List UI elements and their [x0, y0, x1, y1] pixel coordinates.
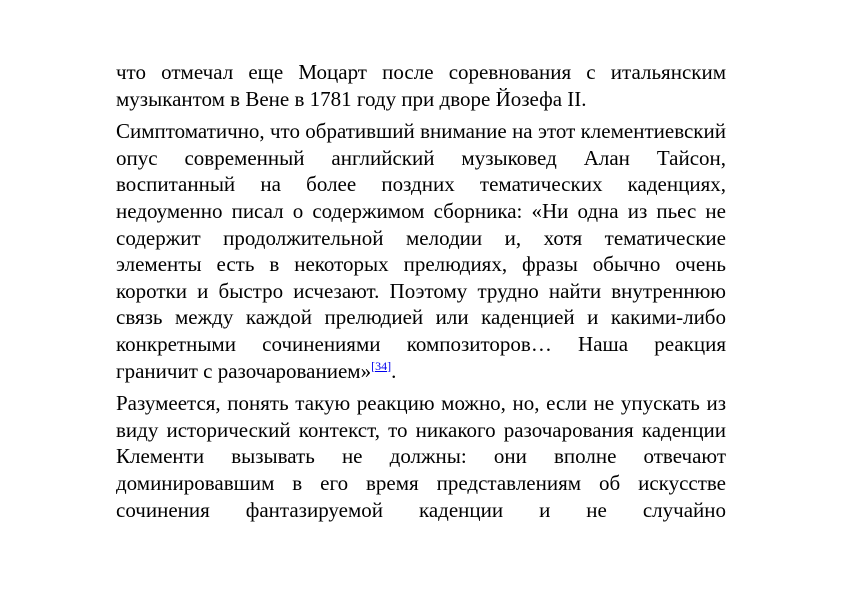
paragraph-2	[116, 118, 726, 384]
document-body	[116, 59, 726, 529]
paragraph-1	[116, 59, 726, 112]
paragraph-3	[116, 390, 726, 523]
paragraph-2-end: .	[391, 358, 397, 383]
paragraph-1-text: что отмечал еще Моцарт после соревнования с итальянским музыкантом в Вене в 1781 году при дворе Йозефа II.	[116, 60, 726, 111]
paragraph-3-text: Разумеется, понять такую реакцию можно, но, если не упускать из виду исторический контекст, то никакого разочарования каденции Клементи вызывать не должны: они вполне отвечают доминировавшим в его время представлениям об искусстве сочинения фантазируемой каденции и не случайно	[116, 391, 726, 522]
footnote-link[interactable]: [34]	[371, 358, 392, 373]
paragraph-2-text: Симптоматично, что обративший внимание на этот клементиевский опус современный английский музыковед Алан Тайсон, воспитанный на более поздних тематических каденциях, недоуменно писал о содержимом сборника: «Ни одна из пьес не содержит продолжительной мелодии и, хотя тематические элементы есть в некоторых прелюдиях, фразы обычно очень коротки и быстро исчезают. Поэтому трудно найти внутреннюю связь между каждой прелюдией или каденцией и какими-либо конкретными сочинениями композиторов… Наша реакция граничит с разочарованием»	[116, 119, 726, 383]
